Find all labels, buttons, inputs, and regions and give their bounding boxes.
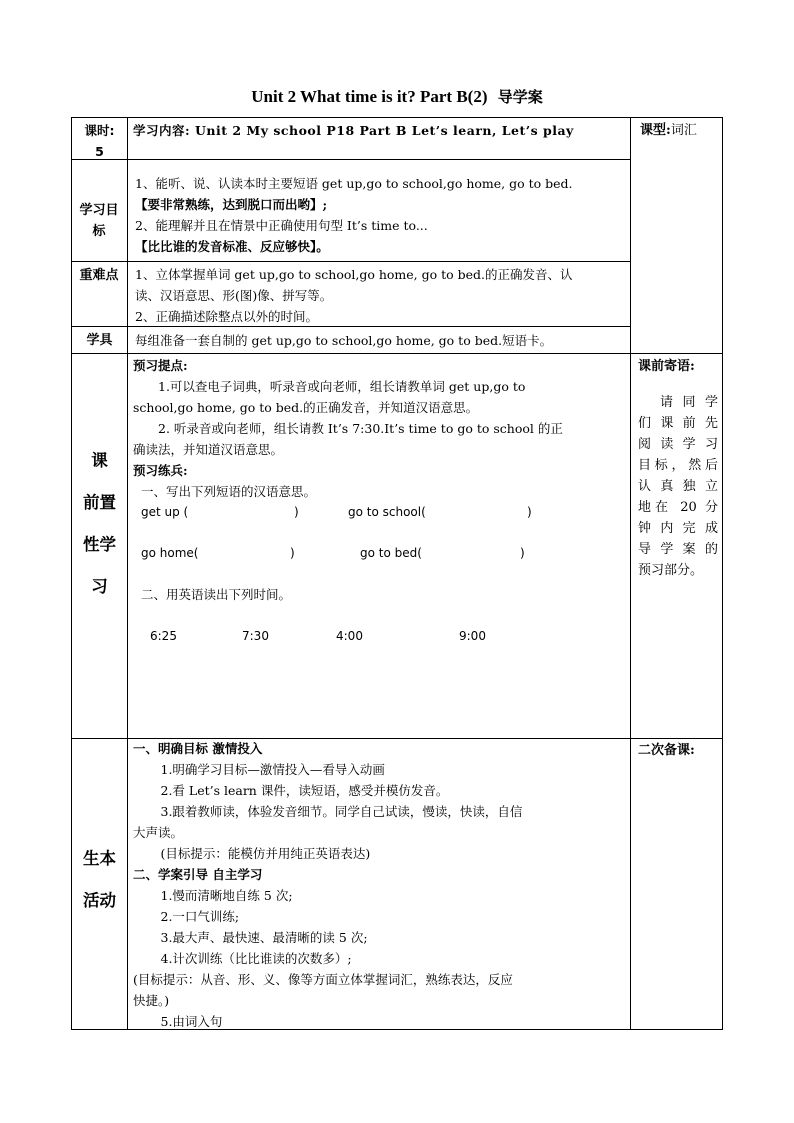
activity-line-10: 3.最大声、最快速、最清晰的读 5 次; xyxy=(160,930,368,945)
preview-side-label: 课前寄语: xyxy=(638,359,695,374)
phrase-go-to-bed: go to bed( xyxy=(360,546,422,560)
activity-line-13: 快捷。) xyxy=(133,993,170,1008)
goal-line-3: 2、能理解并且在情景中正确使用句型 It’s time to... xyxy=(135,218,428,233)
side-line-9: 预习部分。 xyxy=(638,563,704,578)
phrase-go-home: go home( xyxy=(141,546,199,560)
tools-label: 学具 xyxy=(86,333,113,348)
title-english: Unit 2 What time is it? Part B(2) xyxy=(251,87,488,106)
activity-line-9: 2.一口气训练; xyxy=(160,909,240,924)
activity-label-2: 活动 xyxy=(83,891,116,910)
key-line-1: 1、立体掌握单词 get up,go to school,go home, go to bed.的正确发音、认 xyxy=(135,267,573,282)
activity-line-5: 大声读。 xyxy=(133,825,184,840)
preview-tip-2a: 2. 听录音或向老师，组长请教 It’s 7:30.It’s time to go to school 的正 xyxy=(158,421,563,436)
preview-label-3: 性学 xyxy=(83,535,116,554)
side-line-4: 目标，然后 xyxy=(638,458,718,473)
phrase-go-to-bed-close: ) xyxy=(520,546,525,560)
preview-label-2: 前置 xyxy=(83,493,116,512)
activity-line-12: (目标提示：从音、形、义、像等方面立体掌握词汇，熟练表达，反应 xyxy=(133,972,513,987)
side-line-5: 认真独立 xyxy=(638,479,718,494)
goals-label: 学习目标 xyxy=(79,203,119,239)
side-line-3: 阅读学习 xyxy=(638,437,718,452)
period-label: 课时: xyxy=(84,123,115,138)
side-line-2: 们课前先 xyxy=(638,416,718,431)
time-1: 6:25 xyxy=(150,629,177,643)
activity-line-3: 2.看 Let’s learn 课件，读短语，感受并模仿发音。 xyxy=(160,783,449,798)
phrase-go-home-close: ) xyxy=(290,546,295,560)
key-line-3: 2、正确描述除整点以外的时间。 xyxy=(135,309,318,324)
second-prep-label: 二次备课: xyxy=(638,743,695,758)
activity-line-11: 4.计次训练（比比谁读的次数多）; xyxy=(160,951,352,966)
phrase-get-up-label: get up ( xyxy=(141,505,189,519)
goals-content xyxy=(135,173,627,257)
time-2: 7:30 xyxy=(242,629,269,643)
goal-line-4: 【比比谁的发音标准、反应够快】。 xyxy=(135,239,329,254)
side-line-1: 请同学 xyxy=(660,395,718,410)
title-chinese: 导学案 xyxy=(497,88,543,106)
exercise-2-heading: 二、用英语读出下列时间。 xyxy=(141,587,292,602)
activity-line-2: 1.明确学习目标—激情投入—看导入动画 xyxy=(160,762,385,777)
phrase-go-to-school: go to school( xyxy=(348,505,426,519)
preview-side xyxy=(638,356,718,581)
activity-line-6: (目标提示：能模仿并用纯正英语表达) xyxy=(160,846,371,861)
phrase-go-to-school-close: ) xyxy=(527,505,532,519)
preview-label xyxy=(72,440,127,608)
activity-line-8: 1.慢而清晰地自练 5 次; xyxy=(160,888,293,903)
preview-tips-heading: 预习提点: xyxy=(133,358,188,373)
lesson-type-label: 课型: xyxy=(640,123,671,138)
key-points-content xyxy=(135,264,627,327)
period-value: 5 xyxy=(95,144,104,159)
time-4: 9:00 xyxy=(459,629,486,643)
preview-content xyxy=(133,355,627,502)
preview-label-1: 课 xyxy=(91,451,108,470)
preview-tip-1b: school,go home, go to bed.的正确发音，并知道汉语意思。 xyxy=(133,400,479,415)
page-title xyxy=(0,86,794,107)
preview-tip-1a: 1.可以查电子词典，听录音或向老师，组长请教单词 get up,go to xyxy=(158,379,526,394)
goal-line-1: 1、能听、说、认读本时主要短语 get up,go to school,go home, go to bed. xyxy=(135,176,573,191)
activity-line-4: 3.跟着教师读，体验发音细节。同学自己试读，慢读，快读，自信 xyxy=(160,804,523,819)
phrase-get-up-close: ) xyxy=(294,505,299,519)
activity-label-1: 生本 xyxy=(83,849,116,868)
exercise-1-heading: 一、写出下列短语的汉语意思。 xyxy=(141,484,317,499)
preview-tip-2b: 确读法，并知道汉语意思。 xyxy=(133,442,284,457)
phrase-get-up xyxy=(141,502,188,523)
activity-content xyxy=(133,738,627,1032)
side-line-6: 地在 20 分 xyxy=(638,500,718,515)
period-cell xyxy=(72,120,127,162)
side-line-8: 导学案的 xyxy=(638,542,718,557)
lesson-type xyxy=(640,120,720,141)
key-points-label: 重难点 xyxy=(79,268,119,283)
time-3: 4:00 xyxy=(336,629,363,643)
activity-label xyxy=(72,838,127,922)
learning-content: 学习内容: Unit 2 My school P18 Part B Let’s learn, Let’s play xyxy=(133,123,574,138)
activity-line-7: 二、学案引导 自主学习 xyxy=(133,867,263,882)
preview-label-4: 习 xyxy=(91,577,108,596)
goal-line-2: 【要非常熟练，达到脱口而出哟】; xyxy=(135,197,328,212)
activity-line-1: 一、明确目标 激情投入 xyxy=(133,741,263,756)
key-line-2: 读、汉语意思、形(图)像、拼写等。 xyxy=(135,288,333,303)
activity-line-14: 5.由词入句 xyxy=(160,1014,223,1029)
side-line-7: 钟内完成 xyxy=(638,521,718,536)
lesson-type-value: 词汇 xyxy=(670,123,697,138)
preview-practice-heading: 预习练兵: xyxy=(133,463,188,478)
tools-content: 每组准备一套自制的 get up,go to school,go home, go to bed.短语卡。 xyxy=(135,333,553,348)
